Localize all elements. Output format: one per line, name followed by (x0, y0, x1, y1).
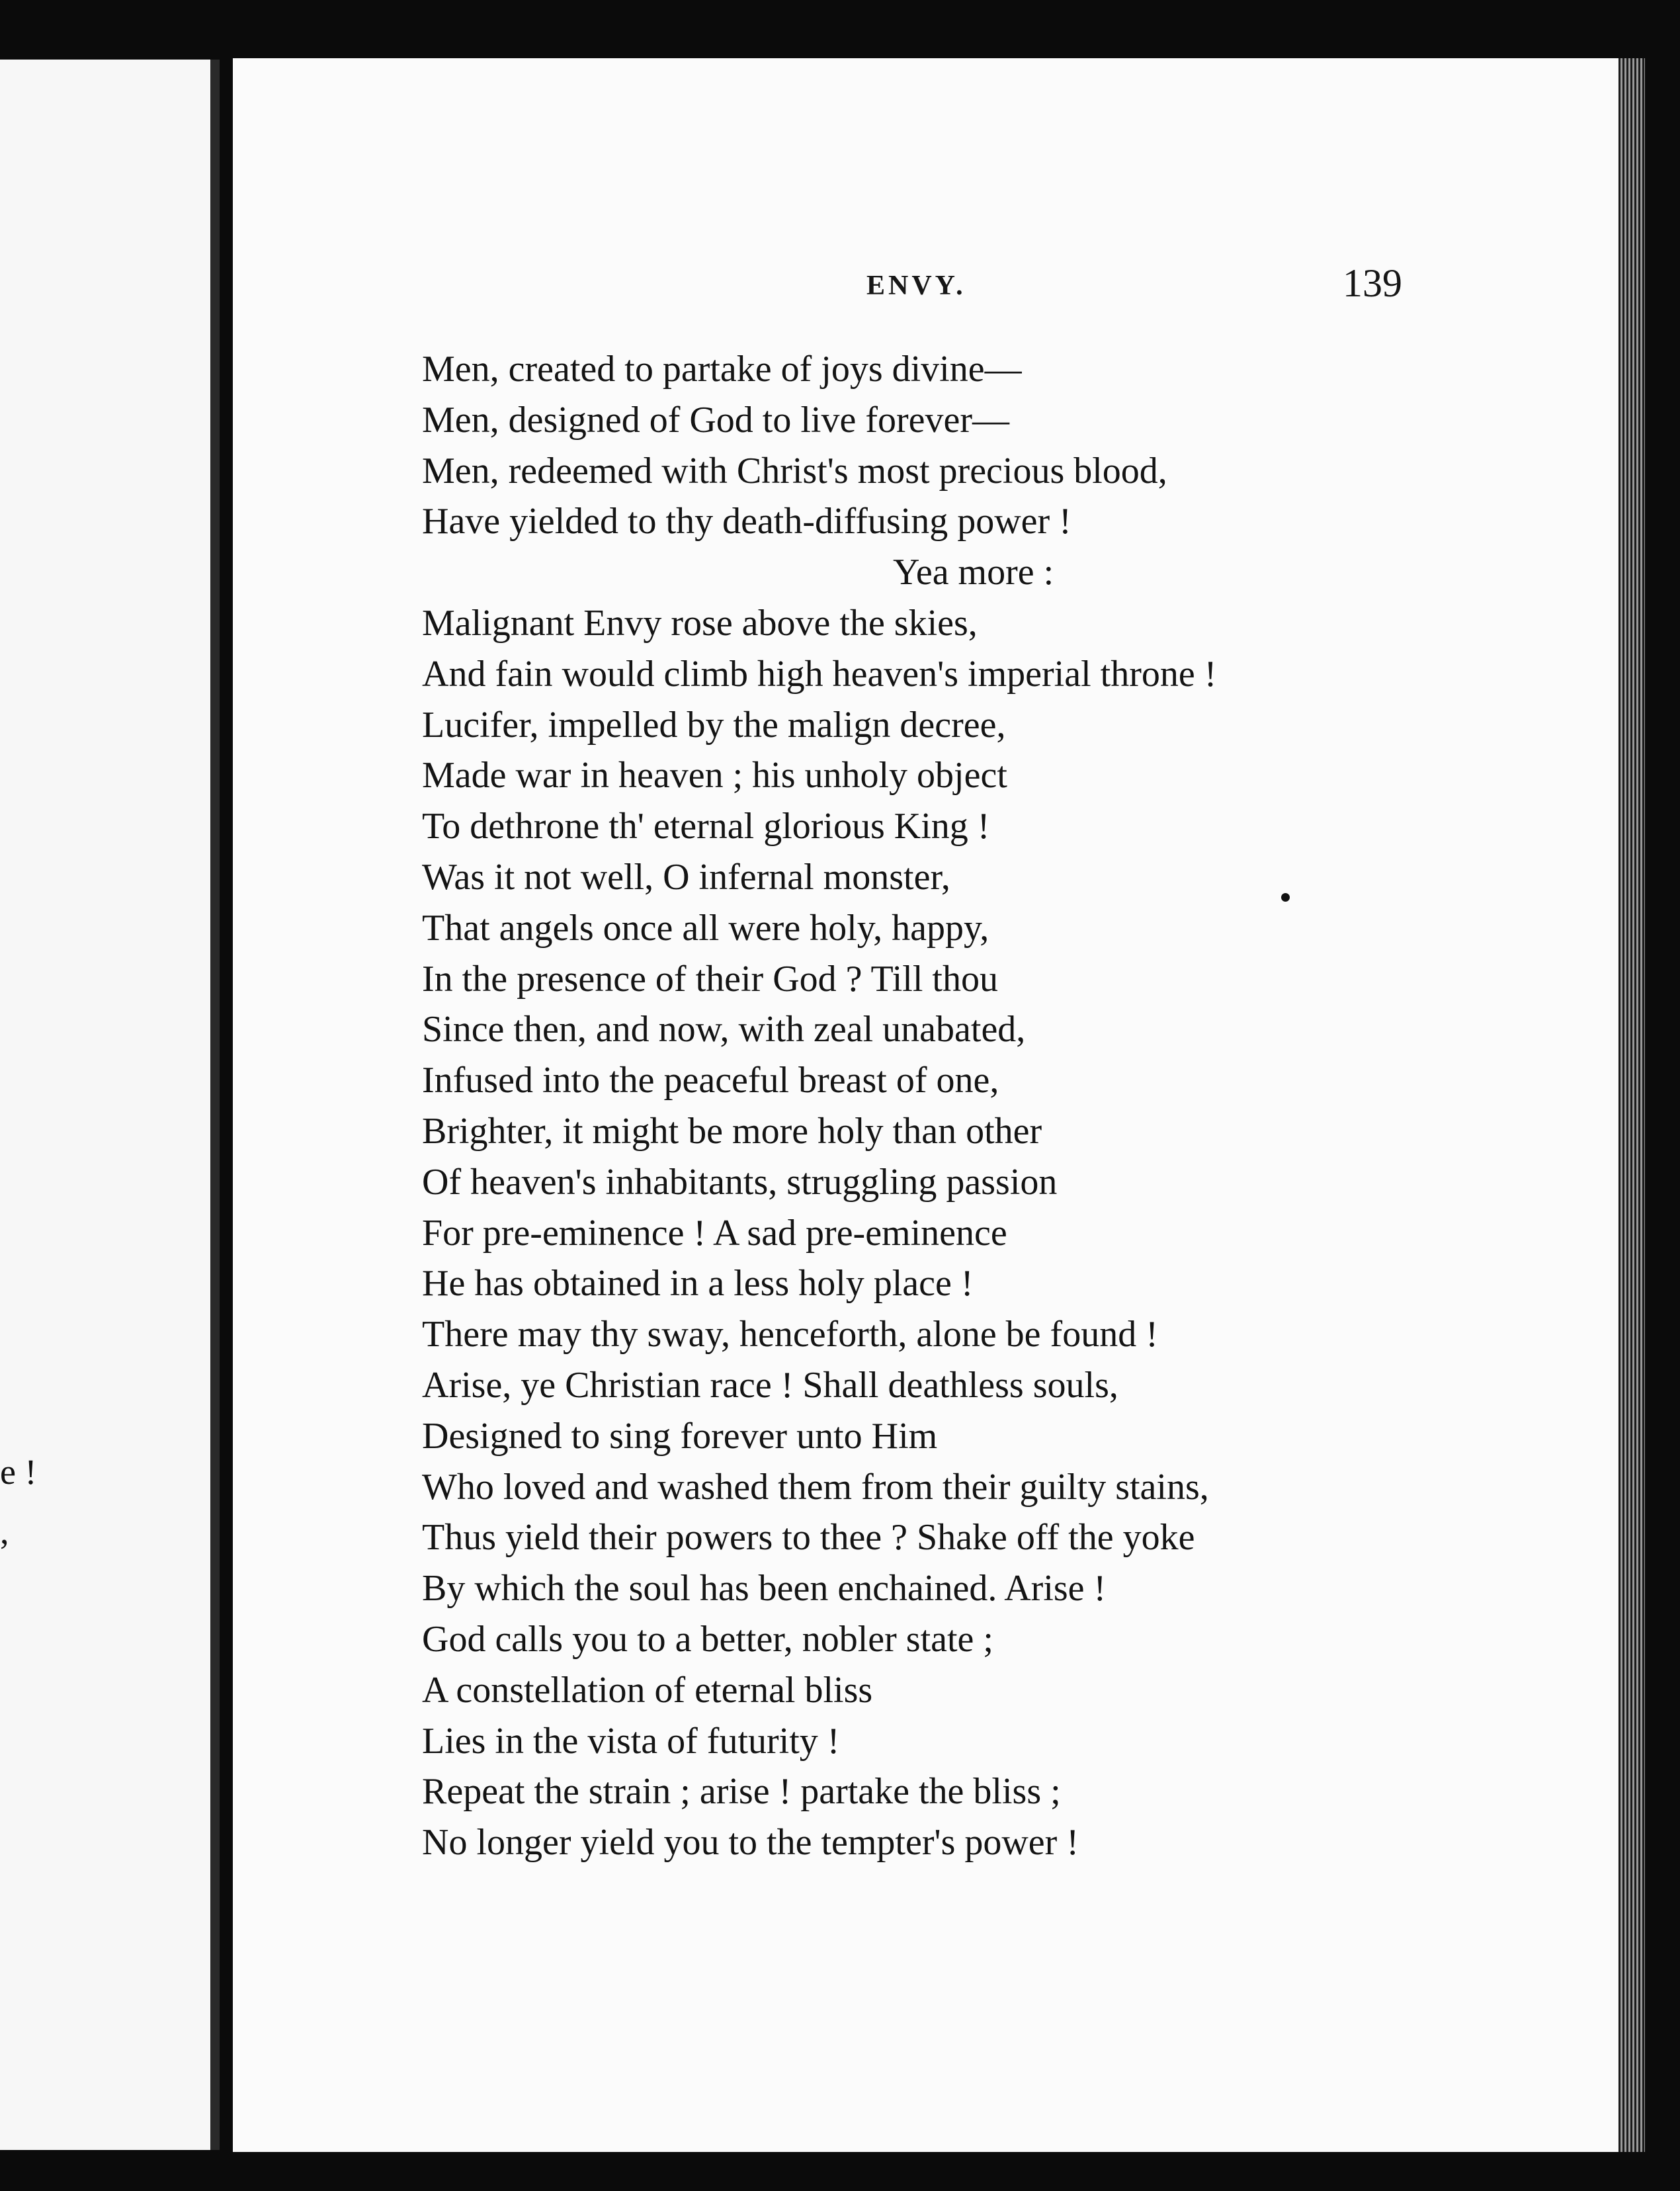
poem-line: And fain would climb high heaven's imperial throne ! (422, 653, 1217, 695)
poem-line: Since then, and now, with zeal unabated, (422, 1009, 1026, 1051)
poem-line: God calls you to a better, nobler state ; (422, 1618, 993, 1660)
ink-speck (1281, 893, 1290, 902)
poem-line: Men, redeemed with Christ's most precious blood, (422, 450, 1167, 492)
poem-line: He has obtained in a less holy place ! (422, 1263, 974, 1305)
poem-line: Men, created to partake of joys divine— (422, 349, 1022, 390)
book-gutter (210, 60, 220, 2150)
facing-page-fragment: , (0, 1512, 9, 1551)
poem-line: There may thy sway, henceforth, alone be found ! (422, 1314, 1158, 1355)
poem-line: Arise, ye Christian race ! Shall deathless souls, (422, 1364, 1118, 1406)
poem-line: No longer yield you to the tempter's power ! (422, 1822, 1079, 1864)
poem-line: Designed to sing forever unto Him (422, 1415, 938, 1457)
poem-text (422, 344, 1216, 1868)
poem-line: That angels once all were holy, happy, (422, 907, 989, 949)
facing-page-fragment: e ! (0, 1452, 37, 1492)
poem-line: By which the soul has been enchained. Arise ! (422, 1568, 1107, 1610)
poem-line: Who loved and washed them from their guilty stains, (422, 1466, 1209, 1508)
poem-line: Yea more : (893, 552, 1054, 593)
poem-line: Of heaven's inhabitants, struggling passion (422, 1161, 1058, 1203)
facing-page (0, 60, 215, 2150)
poem-line: For pre-eminence ! A sad pre-eminence (422, 1212, 1007, 1254)
poem-line: Was it not well, O infernal monster, (422, 856, 950, 898)
page-number: 139 (1343, 261, 1402, 305)
poem-line: Thus yield their powers to thee ? Shake off the yoke (422, 1517, 1195, 1559)
facing-page-text-fragments (0, 1442, 36, 1561)
poem-line: In the presence of their God ? Till thou (422, 958, 998, 1000)
poem-line: Men, designed of God to live forever— (422, 399, 1009, 441)
poem-line: Made war in heaven ; his unholy object (422, 755, 1007, 796)
poem-line: A constellation of eternal bliss (422, 1669, 873, 1711)
poem-line: Lucifer, impelled by the malign decree, (422, 704, 1006, 746)
running-title: ENVY. (866, 271, 966, 301)
poem-line: Malignant Envy rose above the skies, (422, 602, 978, 644)
poem-line: To dethrone th' eternal glorious King ! (422, 806, 990, 847)
page-stack-edge (1618, 58, 1645, 2152)
poem-line: Repeat the strain ; arise ! partake the bliss ; (422, 1771, 1061, 1813)
poem-line: Lies in the vista of futurity ! (422, 1720, 840, 1762)
poem-line: Brighter, it might be more holy than other (422, 1110, 1042, 1152)
poem-line: Have yielded to thy death-diffusing power ! (422, 501, 1071, 542)
poem-line: Infused into the peaceful breast of one, (422, 1060, 999, 1101)
